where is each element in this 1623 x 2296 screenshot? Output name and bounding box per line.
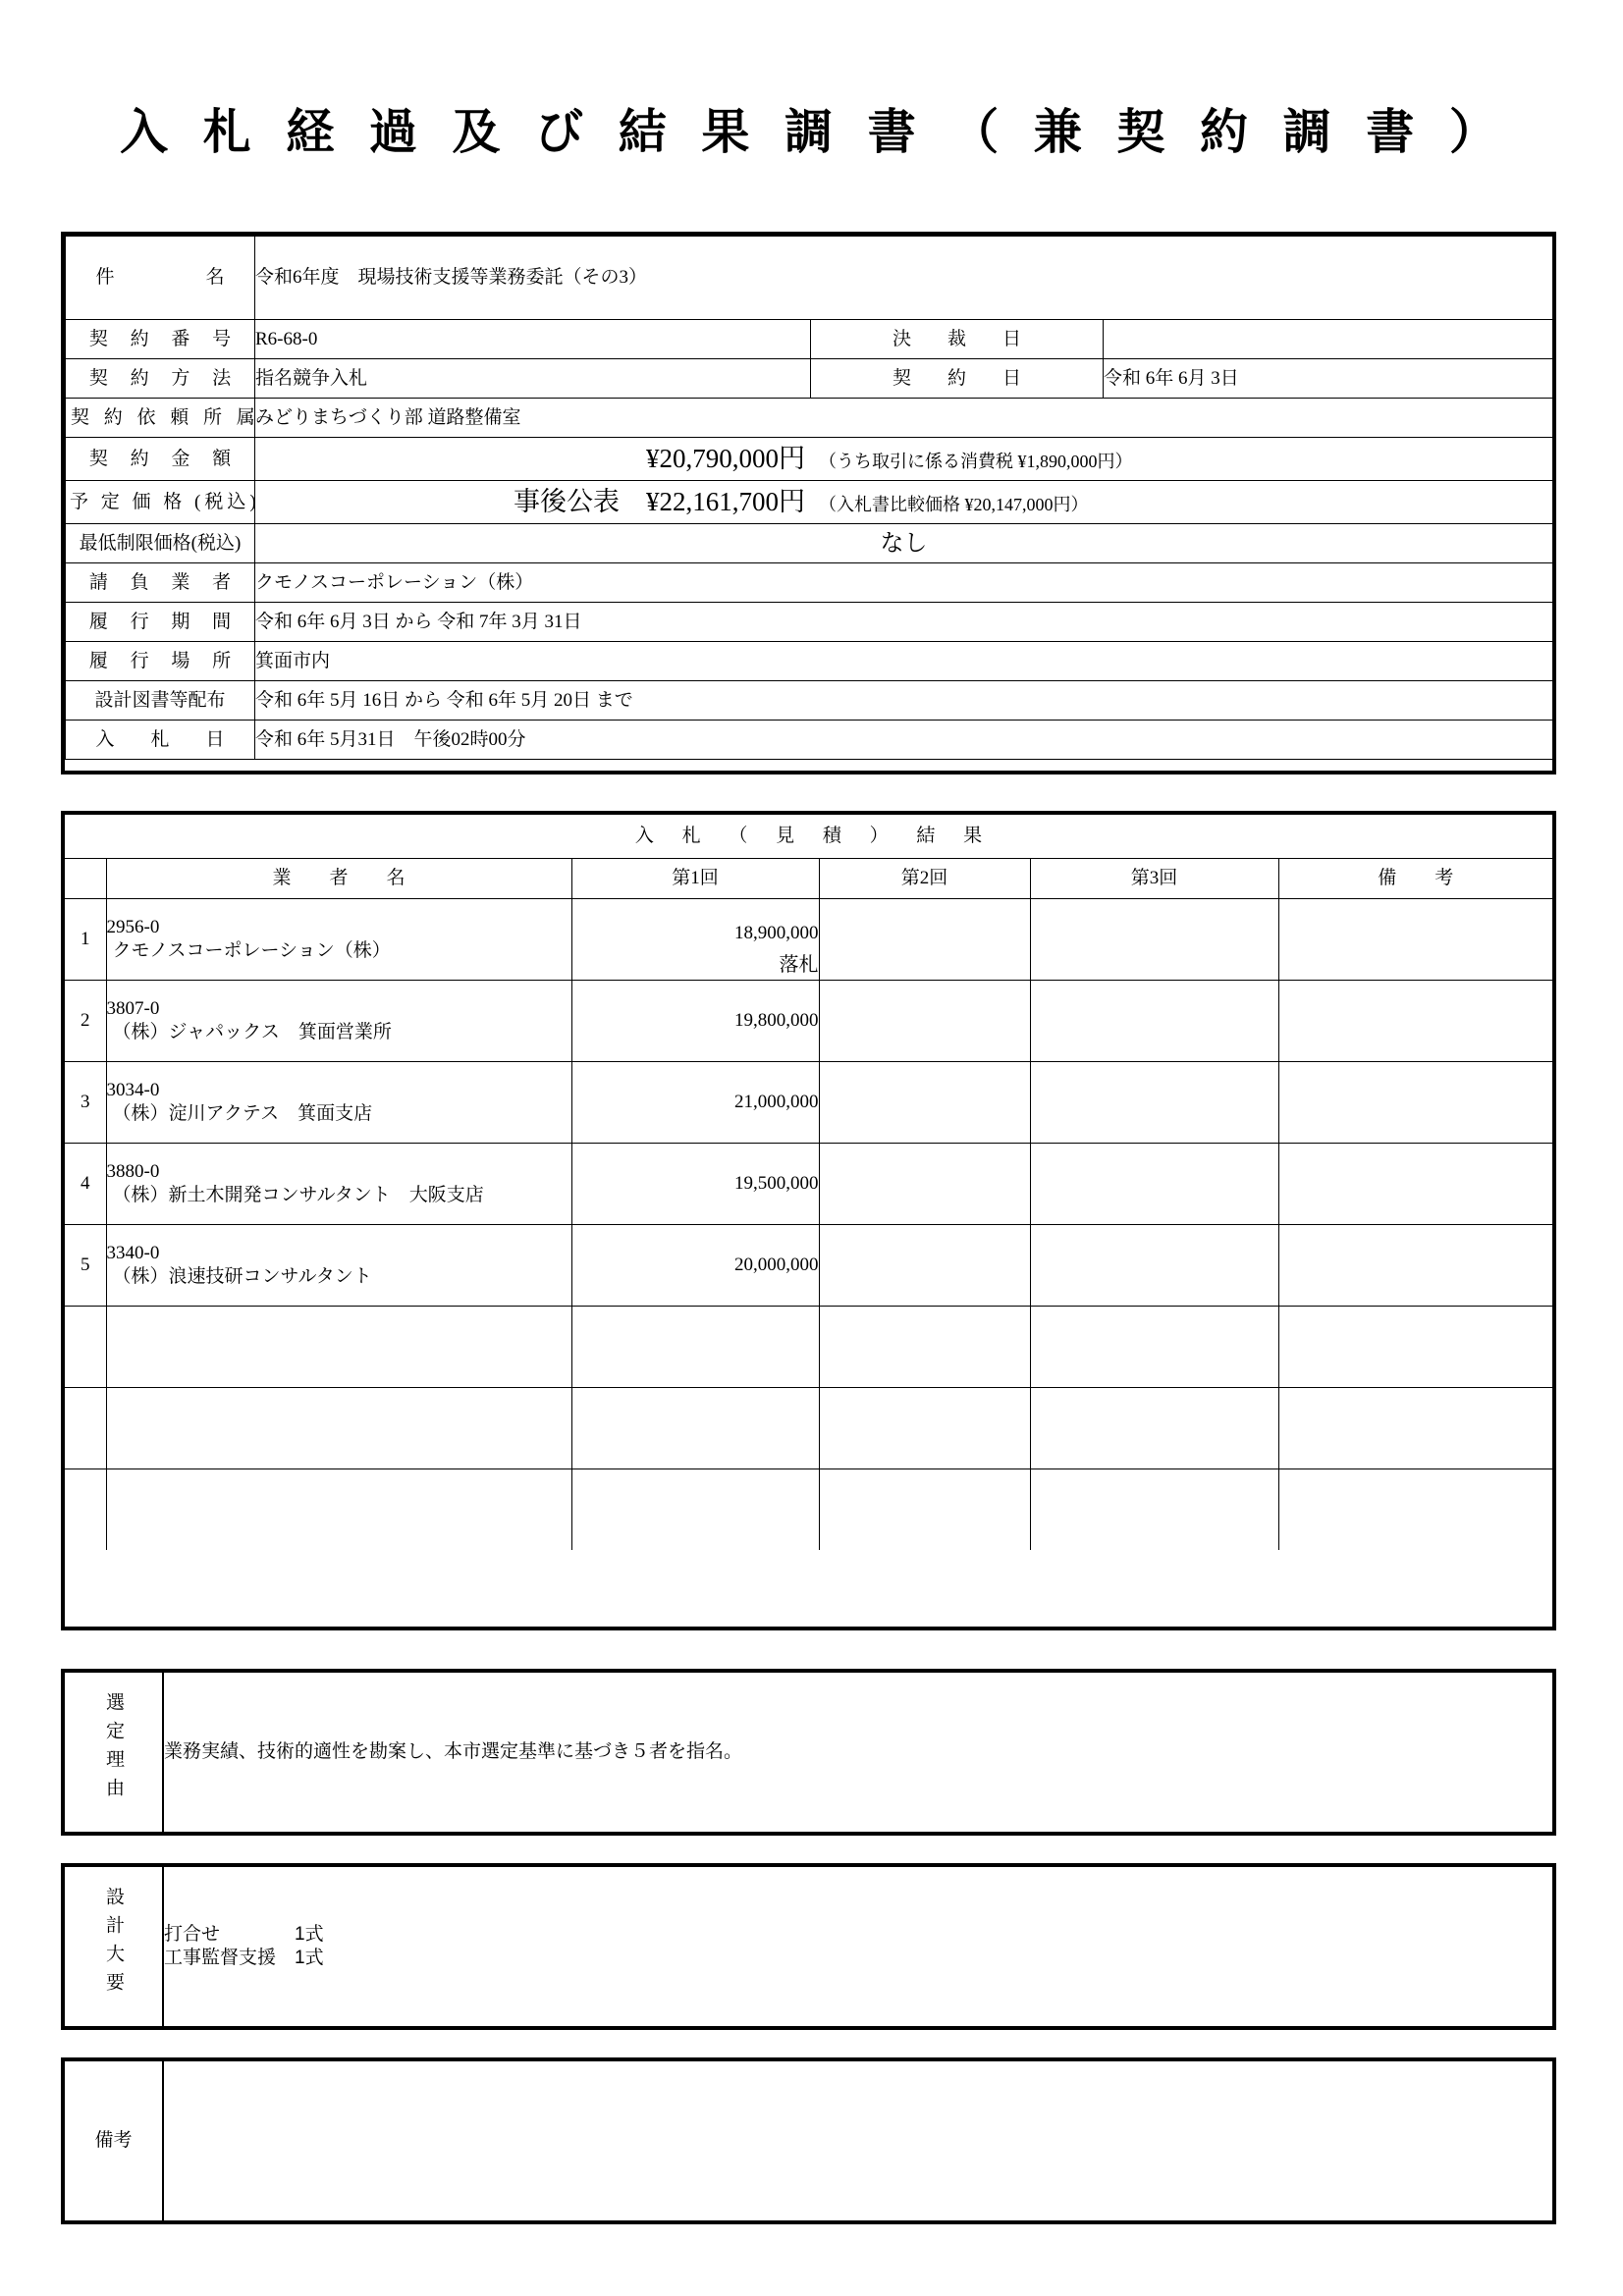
contract-date-value: 令和 6年 6月 3日	[1104, 359, 1553, 399]
round1-amount: 20,000,000	[734, 1254, 819, 1275]
place-label: 履 行 場 所	[66, 642, 255, 681]
vendor-name: クモノスコーポレーション（株）	[112, 939, 391, 961]
vendor-name: （株）新土木開発コンサルタント 大阪支店	[112, 1184, 484, 1205]
bid-table-caption-row	[65, 815, 1552, 858]
row-number	[65, 1387, 106, 1468]
bid-date-value: 令和 6年 5月31日 午後02時00分	[255, 721, 1553, 760]
contract-no-value: R6-68-0	[255, 320, 811, 359]
round1-amount-cell	[571, 1468, 819, 1550]
table-row	[65, 1143, 1552, 1224]
amount-cell	[255, 438, 1553, 481]
table-row	[66, 399, 1553, 438]
round2-amount-cell	[819, 1387, 1030, 1468]
contractor-label: 請 負 業 者	[66, 563, 255, 603]
table-row	[66, 438, 1553, 481]
approval-date-value	[1104, 320, 1553, 359]
planned-price-note: （入札書比較価格 ¥20,147,000円）	[819, 494, 1089, 514]
award-marker: 落札	[779, 953, 819, 976]
vendor-cell	[106, 1387, 571, 1468]
round1-amount-cell	[571, 980, 819, 1061]
round1-amount: 18,900,000	[734, 923, 819, 944]
header-remarks: 備 考	[1278, 858, 1552, 898]
selection-reason-line-1: 業務実績、技術的適性を勘案し、本市選定基準に基づき５者を指名。	[164, 1741, 743, 1763]
row-remarks	[1278, 1224, 1552, 1306]
remarks-section	[61, 2057, 1556, 2224]
vendor-name: （株）淀川アクテス 箕面支店	[112, 1102, 373, 1124]
subject-value: 令和6年度 現場技術支援等業務委託（その3）	[255, 237, 1553, 320]
planned-price-value: 事後公表 ¥22,161,700円	[514, 486, 805, 516]
round1-amount: 19,800,000	[734, 1009, 819, 1031]
table-row	[66, 721, 1553, 760]
header-vendor: 業 者 名	[106, 858, 571, 898]
row-remarks	[1278, 1387, 1552, 1468]
dept-label: 契 約 依 頼 所 属	[66, 399, 255, 438]
round2-amount-cell	[819, 1143, 1030, 1224]
round2-amount-cell	[819, 1224, 1030, 1306]
vendor-name: （株）ジャパックス 箕面営業所	[112, 1021, 392, 1042]
table-row	[66, 481, 1553, 524]
drawings-label: 設計図書等配布	[66, 681, 255, 721]
design-outline-label: 設計大要	[65, 1867, 163, 2026]
min-price-value: なし	[255, 524, 1553, 563]
round1-amount-cell	[571, 1061, 819, 1143]
round3-amount-cell	[1030, 1061, 1278, 1143]
design-outline-section	[61, 1863, 1556, 2030]
round1-amount-cell	[571, 1387, 819, 1468]
min-price-label: 最低制限価格(税込)	[66, 524, 255, 563]
table-row	[65, 1867, 1552, 2026]
header-no	[65, 858, 106, 898]
period-value: 令和 6年 6月 3日 から 令和 7年 3月 31日	[255, 603, 1553, 642]
row-number: 5	[65, 1224, 106, 1306]
contract-info-table	[61, 232, 1556, 774]
contractor-value: クモノスコーポレーション（株）	[255, 563, 1553, 603]
row-remarks	[1278, 898, 1552, 980]
table-row	[65, 1061, 1552, 1143]
round1-amount-cell	[571, 1143, 819, 1224]
table-row	[65, 1306, 1552, 1387]
round3-amount-cell	[1030, 1387, 1278, 1468]
vendor-cell	[106, 1468, 571, 1550]
round3-amount-cell	[1030, 1143, 1278, 1224]
round1-amount: 21,000,000	[734, 1091, 819, 1112]
approval-date-label: 決 裁 日	[811, 320, 1104, 359]
table-row	[65, 1468, 1552, 1550]
row-number	[65, 1468, 106, 1550]
row-remarks	[1278, 1143, 1552, 1224]
round3-amount-cell	[1030, 1468, 1278, 1550]
contract-method-label: 契 約 方 法	[66, 359, 255, 399]
table-row	[65, 1673, 1552, 1832]
bid-table-caption: 入 札 （ 見 積 ） 結 果	[65, 815, 1552, 858]
vendor-cell	[106, 1061, 571, 1143]
contract-date-label: 契 約 日	[811, 359, 1104, 399]
header-round2: 第2回	[819, 858, 1030, 898]
round2-amount-cell	[819, 1468, 1030, 1550]
round3-amount-cell	[1030, 1224, 1278, 1306]
selection-reason-body	[163, 1673, 1552, 1832]
row-remarks	[1278, 1306, 1552, 1387]
row-remarks	[1278, 1061, 1552, 1143]
vendor-cell	[106, 898, 571, 980]
planned-price-cell	[255, 481, 1553, 524]
round3-amount-cell	[1030, 980, 1278, 1061]
header-round3: 第3回	[1030, 858, 1278, 898]
row-remarks	[1278, 1468, 1552, 1550]
round2-amount-cell	[819, 898, 1030, 980]
table-row	[65, 2061, 1552, 2220]
table-row	[66, 603, 1553, 642]
design-outline-line-2: 工事監督支援 1式	[164, 1948, 324, 1968]
table-row	[66, 563, 1553, 603]
row-number	[65, 1306, 106, 1387]
amount-note: （うち取引に係る消費税 ¥1,890,000円）	[819, 451, 1133, 471]
row-number: 3	[65, 1061, 106, 1143]
vendor-cell	[106, 1306, 571, 1387]
vendor-code: 3034-0	[106, 1079, 160, 1100]
round3-amount-cell	[1030, 1306, 1278, 1387]
bid-date-label: 入 札 日	[66, 721, 255, 760]
vendor-cell	[106, 1143, 571, 1224]
table-row	[66, 359, 1553, 399]
round1-amount-cell	[571, 898, 819, 980]
dept-value: みどりまちづくり部 道路整備室	[255, 399, 1553, 438]
page-title: 入 札 経 過 及 び 結 果 調 書 （ 兼 契 約 調 書 ）	[120, 106, 1508, 159]
selection-reason-section	[61, 1669, 1556, 1836]
vendor-code: 3340-0	[106, 1242, 160, 1263]
design-outline-body	[163, 1867, 1552, 2026]
drawings-value: 令和 6年 5月 16日 から 令和 6年 5月 20日 まで	[255, 681, 1553, 721]
amount-label: 契 約 金 額	[66, 438, 255, 481]
remarks-body	[163, 2061, 1552, 2220]
table-row	[66, 642, 1553, 681]
row-remarks	[1278, 980, 1552, 1061]
bid-results-table	[61, 811, 1556, 1630]
table-row	[65, 898, 1552, 980]
header-round1: 第1回	[571, 858, 819, 898]
round2-amount-cell	[819, 1061, 1030, 1143]
amount-value: ¥20,790,000円	[646, 443, 805, 473]
vendor-name: （株）浪速技研コンサルタント	[112, 1265, 372, 1287]
table-row	[65, 980, 1552, 1061]
vendor-code: 3807-0	[106, 997, 160, 1019]
planned-price-label: 予 定 価 格 (税込)	[66, 481, 255, 524]
table-row	[65, 1387, 1552, 1468]
vendor-code: 3880-0	[106, 1160, 160, 1182]
design-outline-line-1: 打合せ 1式	[164, 1924, 324, 1946]
row-number: 2	[65, 980, 106, 1061]
row-number: 4	[65, 1143, 106, 1224]
round2-amount-cell	[819, 1306, 1030, 1387]
round2-amount-cell	[819, 980, 1030, 1061]
vendor-code: 2956-0	[106, 916, 160, 937]
table-row	[66, 524, 1553, 563]
round3-amount-cell	[1030, 898, 1278, 980]
period-label: 履 行 期 間	[66, 603, 255, 642]
table-row	[65, 1224, 1552, 1306]
subject-label: 件 名	[66, 237, 255, 320]
row-number: 1	[65, 898, 106, 980]
round1-amount-cell	[571, 1306, 819, 1387]
bid-table-header-row	[65, 858, 1552, 898]
remarks-label: 備考	[65, 2061, 163, 2220]
selection-reason-label: 選定理由	[65, 1673, 163, 1832]
place-value: 箕面市内	[255, 642, 1553, 681]
contract-no-label: 契 約 番 号	[66, 320, 255, 359]
vendor-cell	[106, 1224, 571, 1306]
table-row	[66, 237, 1553, 320]
round1-amount: 19,500,000	[734, 1172, 819, 1194]
table-row	[66, 320, 1553, 359]
vendor-cell	[106, 980, 571, 1061]
table-row	[66, 681, 1553, 721]
round1-amount-cell	[571, 1224, 819, 1306]
contract-method-value: 指名競争入札	[255, 359, 811, 399]
